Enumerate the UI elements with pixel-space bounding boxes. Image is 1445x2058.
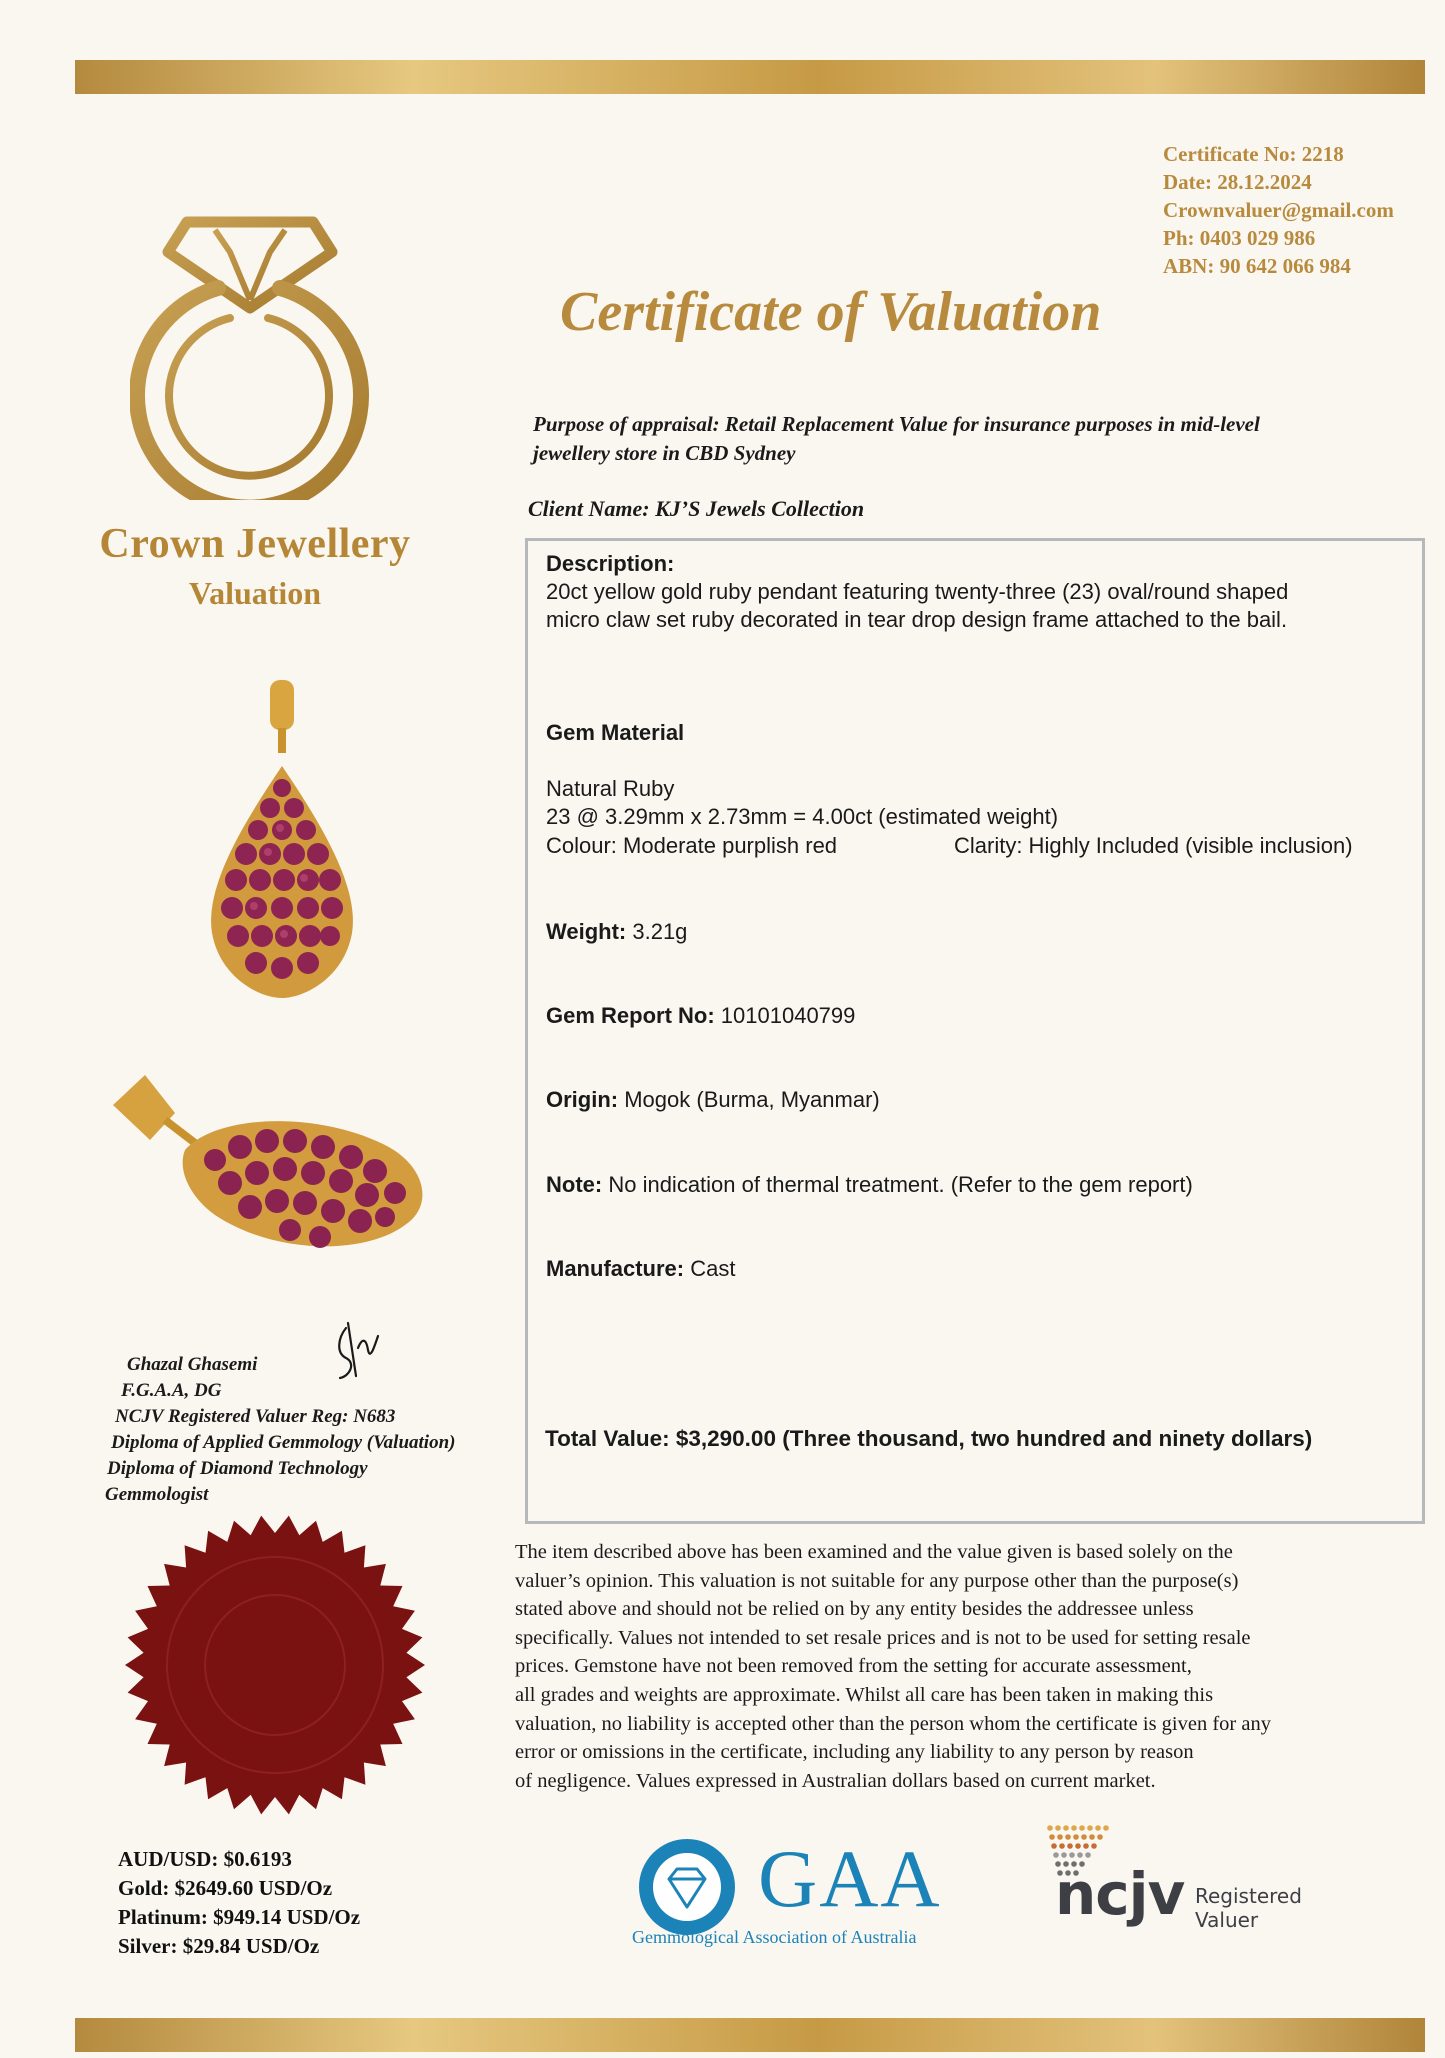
- valuer-diploma: Diploma of Applied Gemmology (Valuation): [111, 1432, 456, 1453]
- ncjv-logo-text: ncjv: [1055, 1860, 1185, 1928]
- gaa-subtitle: Gemmological Association of Australia: [632, 1927, 917, 1947]
- ncjv-dot: [1061, 1852, 1067, 1858]
- disclaimer-line: valuer’s opinion. This valuation is not suitable for any purpose other than the purpose(s): [515, 1569, 1239, 1592]
- report-field: [546, 1003, 855, 1029]
- ncjv-dot: [1095, 1825, 1101, 1831]
- wax-seal: [115, 1505, 435, 1825]
- gaa-logo-text: GAA: [758, 1833, 942, 1924]
- ncjv-dot: [1057, 1834, 1063, 1840]
- valuer-details: [105, 1352, 525, 1508]
- purpose-line: jewellery store in CBD Sydney: [533, 441, 796, 465]
- rate-silver: Silver: $29.84 USD/Oz: [118, 1934, 320, 1958]
- ncjv-dot: [1049, 1834, 1055, 1840]
- brand-name: Crown Jewellery: [99, 521, 411, 567]
- note-value: No indication of thermal treatment. (Refer to the gem report): [602, 1172, 1193, 1197]
- certificate-date: Date: 28.12.2024: [1163, 170, 1312, 194]
- gem-size: 23 @ 3.29mm x 2.73mm = 4.00ct (estimated weight): [546, 804, 1059, 829]
- note-field: [546, 1172, 1193, 1198]
- disclaimer-line: prices. Gemstone have not been removed from the setting for accurate assessment,: [515, 1655, 1192, 1678]
- ncjv-dot: [1055, 1825, 1061, 1831]
- ncjv-dot: [1075, 1843, 1081, 1849]
- origin-label: Origin:: [546, 1087, 619, 1112]
- ncjv-dot: [1091, 1843, 1097, 1849]
- weight-label: Weight:: [546, 919, 627, 944]
- origin-field: [546, 1087, 880, 1113]
- ncjv-dot: [1073, 1834, 1079, 1840]
- note-label: Note:: [546, 1172, 603, 1197]
- crown-ring-logo-icon: [130, 200, 390, 500]
- ncjv-dot: [1047, 1825, 1053, 1831]
- gem-clarity: Clarity: Highly Included (visible inclusion): [954, 833, 1353, 858]
- description-label: Description:: [546, 551, 675, 576]
- gem-material-label: Gem Material: [546, 720, 685, 745]
- ncjv-dot: [1097, 1834, 1103, 1840]
- certificate-title: Certificate of Valuation: [560, 281, 1102, 343]
- gem-type: Natural Ruby: [546, 776, 675, 801]
- ncjv-dot: [1067, 1843, 1073, 1849]
- certificate-meta: [1163, 140, 1443, 280]
- total-value: Total Value: $3,290.00 (Three thousand, two hundred and ninety dollars): [545, 1426, 1313, 1451]
- gaa-seal-icon: [635, 1835, 740, 1940]
- ncjv-dot: [1083, 1843, 1089, 1849]
- valuer-name: Ghazal Ghasemi: [127, 1354, 258, 1375]
- manufacture-value: Cast: [684, 1256, 736, 1281]
- bottom-gold-bar: [75, 2018, 1425, 2052]
- ncjv-dot: [1085, 1852, 1091, 1858]
- report-label: Gem Report No:: [546, 1003, 715, 1028]
- disclaimer-line: all grades and weights are approximate. Whilst all care has been taken in making this: [515, 1683, 1214, 1706]
- valuer-qualifications: F.G.A.A, DG: [121, 1380, 222, 1401]
- pendant-side-photo: [105, 1065, 435, 1265]
- signature-mark: [328, 1318, 388, 1388]
- manufacture-field: [546, 1256, 735, 1282]
- ncjv-valuer: Valuer: [1195, 1908, 1259, 1932]
- valuer-role: Gemmologist: [105, 1484, 209, 1505]
- weight-field: [546, 919, 687, 945]
- valuer-registration: NCJV Registered Valuer Reg: N683: [115, 1406, 396, 1427]
- rate-gold: Gold: $2649.60 USD/Oz: [118, 1876, 333, 1900]
- disclaimer-line: of negligence. Values expressed in Australian dollars based on current market.: [515, 1769, 1156, 1792]
- ncjv-dot: [1059, 1843, 1065, 1849]
- purpose-of-appraisal: [533, 410, 1413, 468]
- disclaimer-line: specifically. Values not intended to set resale prices and is not to be used for setting resale: [515, 1626, 1251, 1649]
- manufacture-label: Manufacture:: [546, 1256, 685, 1281]
- abn-number: ABN: 90 642 066 984: [1163, 254, 1351, 278]
- disclaimer-line: The item described above has been examined and the value given is based solely on the: [515, 1541, 1233, 1563]
- ncjv-registered: Registered: [1195, 1884, 1302, 1908]
- origin-value: Mogok (Burma, Myanmar): [618, 1087, 880, 1112]
- pendant-front-photo: [200, 678, 365, 1008]
- gem-colour: Colour: Moderate purplish red: [546, 833, 838, 858]
- ncjv-dot: [1079, 1825, 1085, 1831]
- ncjv-dot: [1081, 1834, 1087, 1840]
- weight-value: 3.21g: [626, 919, 688, 944]
- metal-rates: [118, 1845, 458, 1961]
- purpose-line: Purpose of appraisal: Retail Replacement Value for insurance purposes in mid-level: [533, 412, 1260, 436]
- ncjv-dot: [1077, 1852, 1083, 1858]
- report-value: 10101040799: [714, 1003, 856, 1028]
- brand-subtitle: Valuation: [188, 575, 322, 611]
- ncjv-dot: [1063, 1825, 1069, 1831]
- description-line: 20ct yellow gold ruby pendant featuring twenty-three (23) oval/round shaped: [546, 579, 1289, 604]
- disclaimer-line: valuation, no liability is accepted other than the person whom the certificate is given for any: [515, 1712, 1271, 1735]
- ncjv-dot: [1089, 1834, 1095, 1840]
- top-gold-bar: [75, 60, 1425, 94]
- valuer-diploma: Diploma of Diamond Technology: [107, 1458, 368, 1479]
- ncjv-dot: [1071, 1825, 1077, 1831]
- client-name: Client Name: KJ’S Jewels Collection: [528, 496, 865, 521]
- certificate-number: Certificate No: 2218: [1163, 142, 1344, 166]
- rate-aud-usd: AUD/USD: $0.6193: [118, 1847, 292, 1871]
- ncjv-dot: [1051, 1843, 1057, 1849]
- contact-email: Crownvaluer@gmail.com: [1163, 198, 1394, 222]
- disclaimer-line: error or omissions in the certificate, including any liability to any person by reason: [515, 1741, 1194, 1764]
- details-box: [525, 538, 1425, 1524]
- ncjv-dot: [1065, 1834, 1071, 1840]
- description-line: micro claw set ruby decorated in tear drop design frame attached to the bail.: [546, 607, 1288, 632]
- ncjv-dot: [1087, 1825, 1093, 1831]
- disclaimer-text: [515, 1538, 1425, 1795]
- contact-phone: Ph: 0403 029 986: [1163, 226, 1316, 250]
- disclaimer-line: stated above and should not be relied on by any entity besides the addressee unless: [515, 1598, 1194, 1621]
- ncjv-dot: [1053, 1852, 1059, 1858]
- ncjv-dot: [1103, 1825, 1109, 1831]
- ncjv-subtitle: [1195, 1884, 1335, 1932]
- rate-platinum: Platinum: $949.14 USD/Oz: [118, 1905, 361, 1929]
- ncjv-dot: [1069, 1852, 1075, 1858]
